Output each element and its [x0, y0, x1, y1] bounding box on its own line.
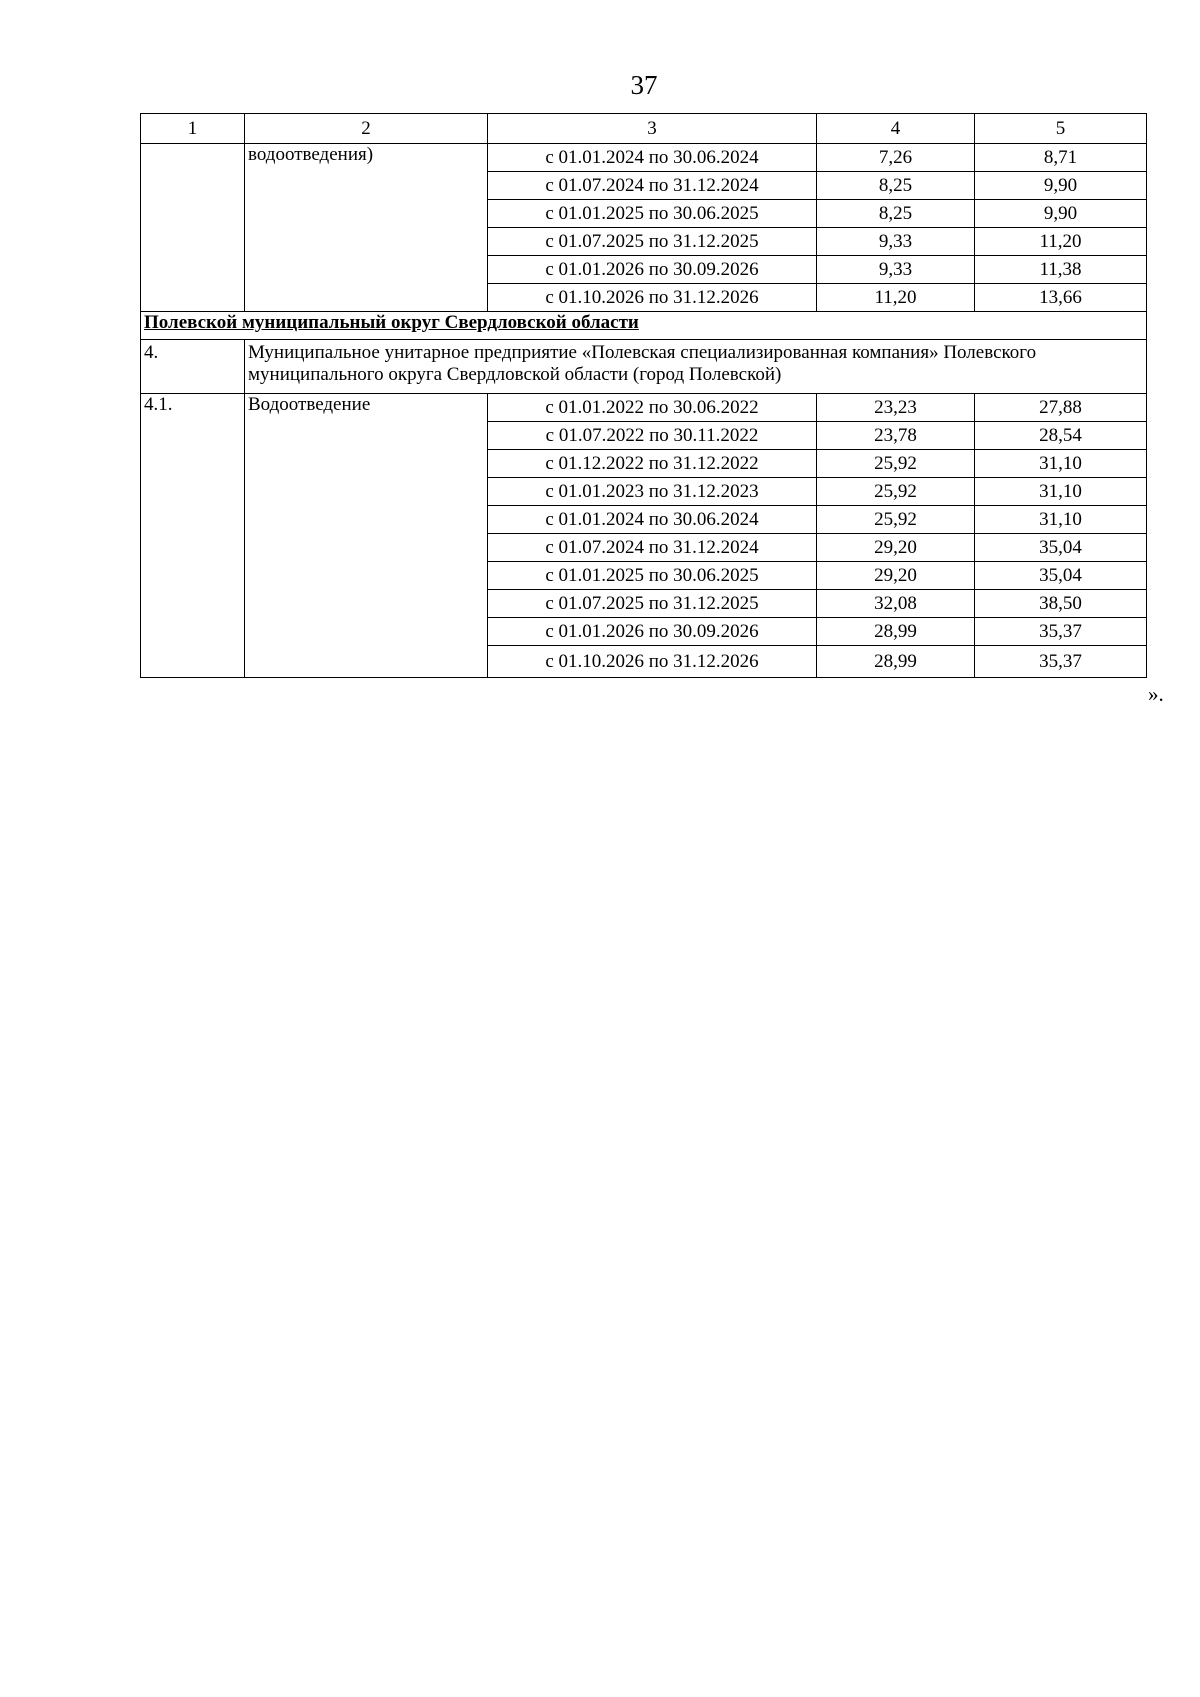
value-col5: 35,37 [975, 646, 1147, 678]
header-col-5: 5 [975, 114, 1147, 144]
block-b-service: Водоотведение [245, 394, 488, 678]
value-col4: 25,92 [817, 478, 975, 506]
value-col5: 35,04 [975, 562, 1147, 590]
period-cell: с 01.07.2022 по 30.11.2022 [488, 422, 817, 450]
value-col4: 23,23 [817, 394, 975, 422]
org-name: Муниципальное унитарное предприятие «Полевская специализированная компания» Полевского муниципального округа Свердловской области (город Полевской) [245, 340, 1147, 394]
section-title-cell [141, 312, 1147, 340]
section-title: Полевской муниципальный округ Свердловской области [144, 312, 639, 333]
value-col4: 8,25 [817, 200, 975, 228]
value-col5: 13,66 [975, 284, 1147, 312]
table-row [141, 394, 1147, 422]
value-col5: 31,10 [975, 450, 1147, 478]
value-col5: 28,54 [975, 422, 1147, 450]
closing-quote-mark: ». [1148, 682, 1164, 706]
page-number: 37 [630, 70, 658, 100]
block-b-number: 4.1. [141, 394, 245, 678]
value-col4: 32,08 [817, 590, 975, 618]
value-col4: 28,99 [817, 646, 975, 678]
value-col5: 9,90 [975, 172, 1147, 200]
value-col4: 28,99 [817, 618, 975, 646]
value-col5: 27,88 [975, 394, 1147, 422]
value-col4: 7,26 [817, 144, 975, 172]
value-col4: 9,33 [817, 228, 975, 256]
period-cell: с 01.01.2026 по 30.09.2026 [488, 618, 817, 646]
value-col5: 31,10 [975, 506, 1147, 534]
header-col-3: 3 [488, 114, 817, 144]
value-col5: 11,38 [975, 256, 1147, 284]
value-col4: 11,20 [817, 284, 975, 312]
value-col5: 11,20 [975, 228, 1147, 256]
period-cell: с 01.01.2024 по 30.06.2024 [488, 506, 817, 534]
value-col4: 29,20 [817, 534, 975, 562]
value-col5: 9,90 [975, 200, 1147, 228]
value-col4: 25,92 [817, 506, 975, 534]
value-col5: 35,04 [975, 534, 1147, 562]
org-row [141, 340, 1147, 394]
header-col-1: 1 [141, 114, 245, 144]
value-col4: 29,20 [817, 562, 975, 590]
value-col5: 38,50 [975, 590, 1147, 618]
period-cell: с 01.01.2023 по 31.12.2023 [488, 478, 817, 506]
period-cell: с 01.01.2026 по 30.09.2026 [488, 256, 817, 284]
header-col-4: 4 [817, 114, 975, 144]
period-cell: с 01.01.2025 по 30.06.2025 [488, 562, 817, 590]
period-cell: с 01.07.2024 по 31.12.2024 [488, 534, 817, 562]
block-a-number-cell [141, 144, 245, 312]
period-cell: с 01.01.2024 по 30.06.2024 [488, 144, 817, 172]
period-cell: с 01.10.2026 по 31.12.2026 [488, 646, 817, 678]
value-col4: 23,78 [817, 422, 975, 450]
period-cell: с 01.07.2024 по 31.12.2024 [488, 172, 817, 200]
section-row [141, 312, 1147, 340]
tariff-table [140, 113, 1147, 678]
value-col5: 8,71 [975, 144, 1147, 172]
header-col-2: 2 [245, 114, 488, 144]
period-cell: с 01.01.2025 по 30.06.2025 [488, 200, 817, 228]
period-cell: с 01.01.2022 по 30.06.2022 [488, 394, 817, 422]
table-row [141, 144, 1147, 172]
period-cell: с 01.12.2022 по 31.12.2022 [488, 450, 817, 478]
block-a-service: водоотведения) [245, 144, 488, 312]
value-col5: 35,37 [975, 618, 1147, 646]
org-number: 4. [141, 340, 245, 394]
period-cell: с 01.07.2025 по 31.12.2025 [488, 590, 817, 618]
period-cell: с 01.10.2026 по 31.12.2026 [488, 284, 817, 312]
value-col4: 9,33 [817, 256, 975, 284]
value-col4: 8,25 [817, 172, 975, 200]
value-col5: 31,10 [975, 478, 1147, 506]
value-col4: 25,92 [817, 450, 975, 478]
header-row [141, 114, 1147, 144]
period-cell: с 01.07.2025 по 31.12.2025 [488, 228, 817, 256]
